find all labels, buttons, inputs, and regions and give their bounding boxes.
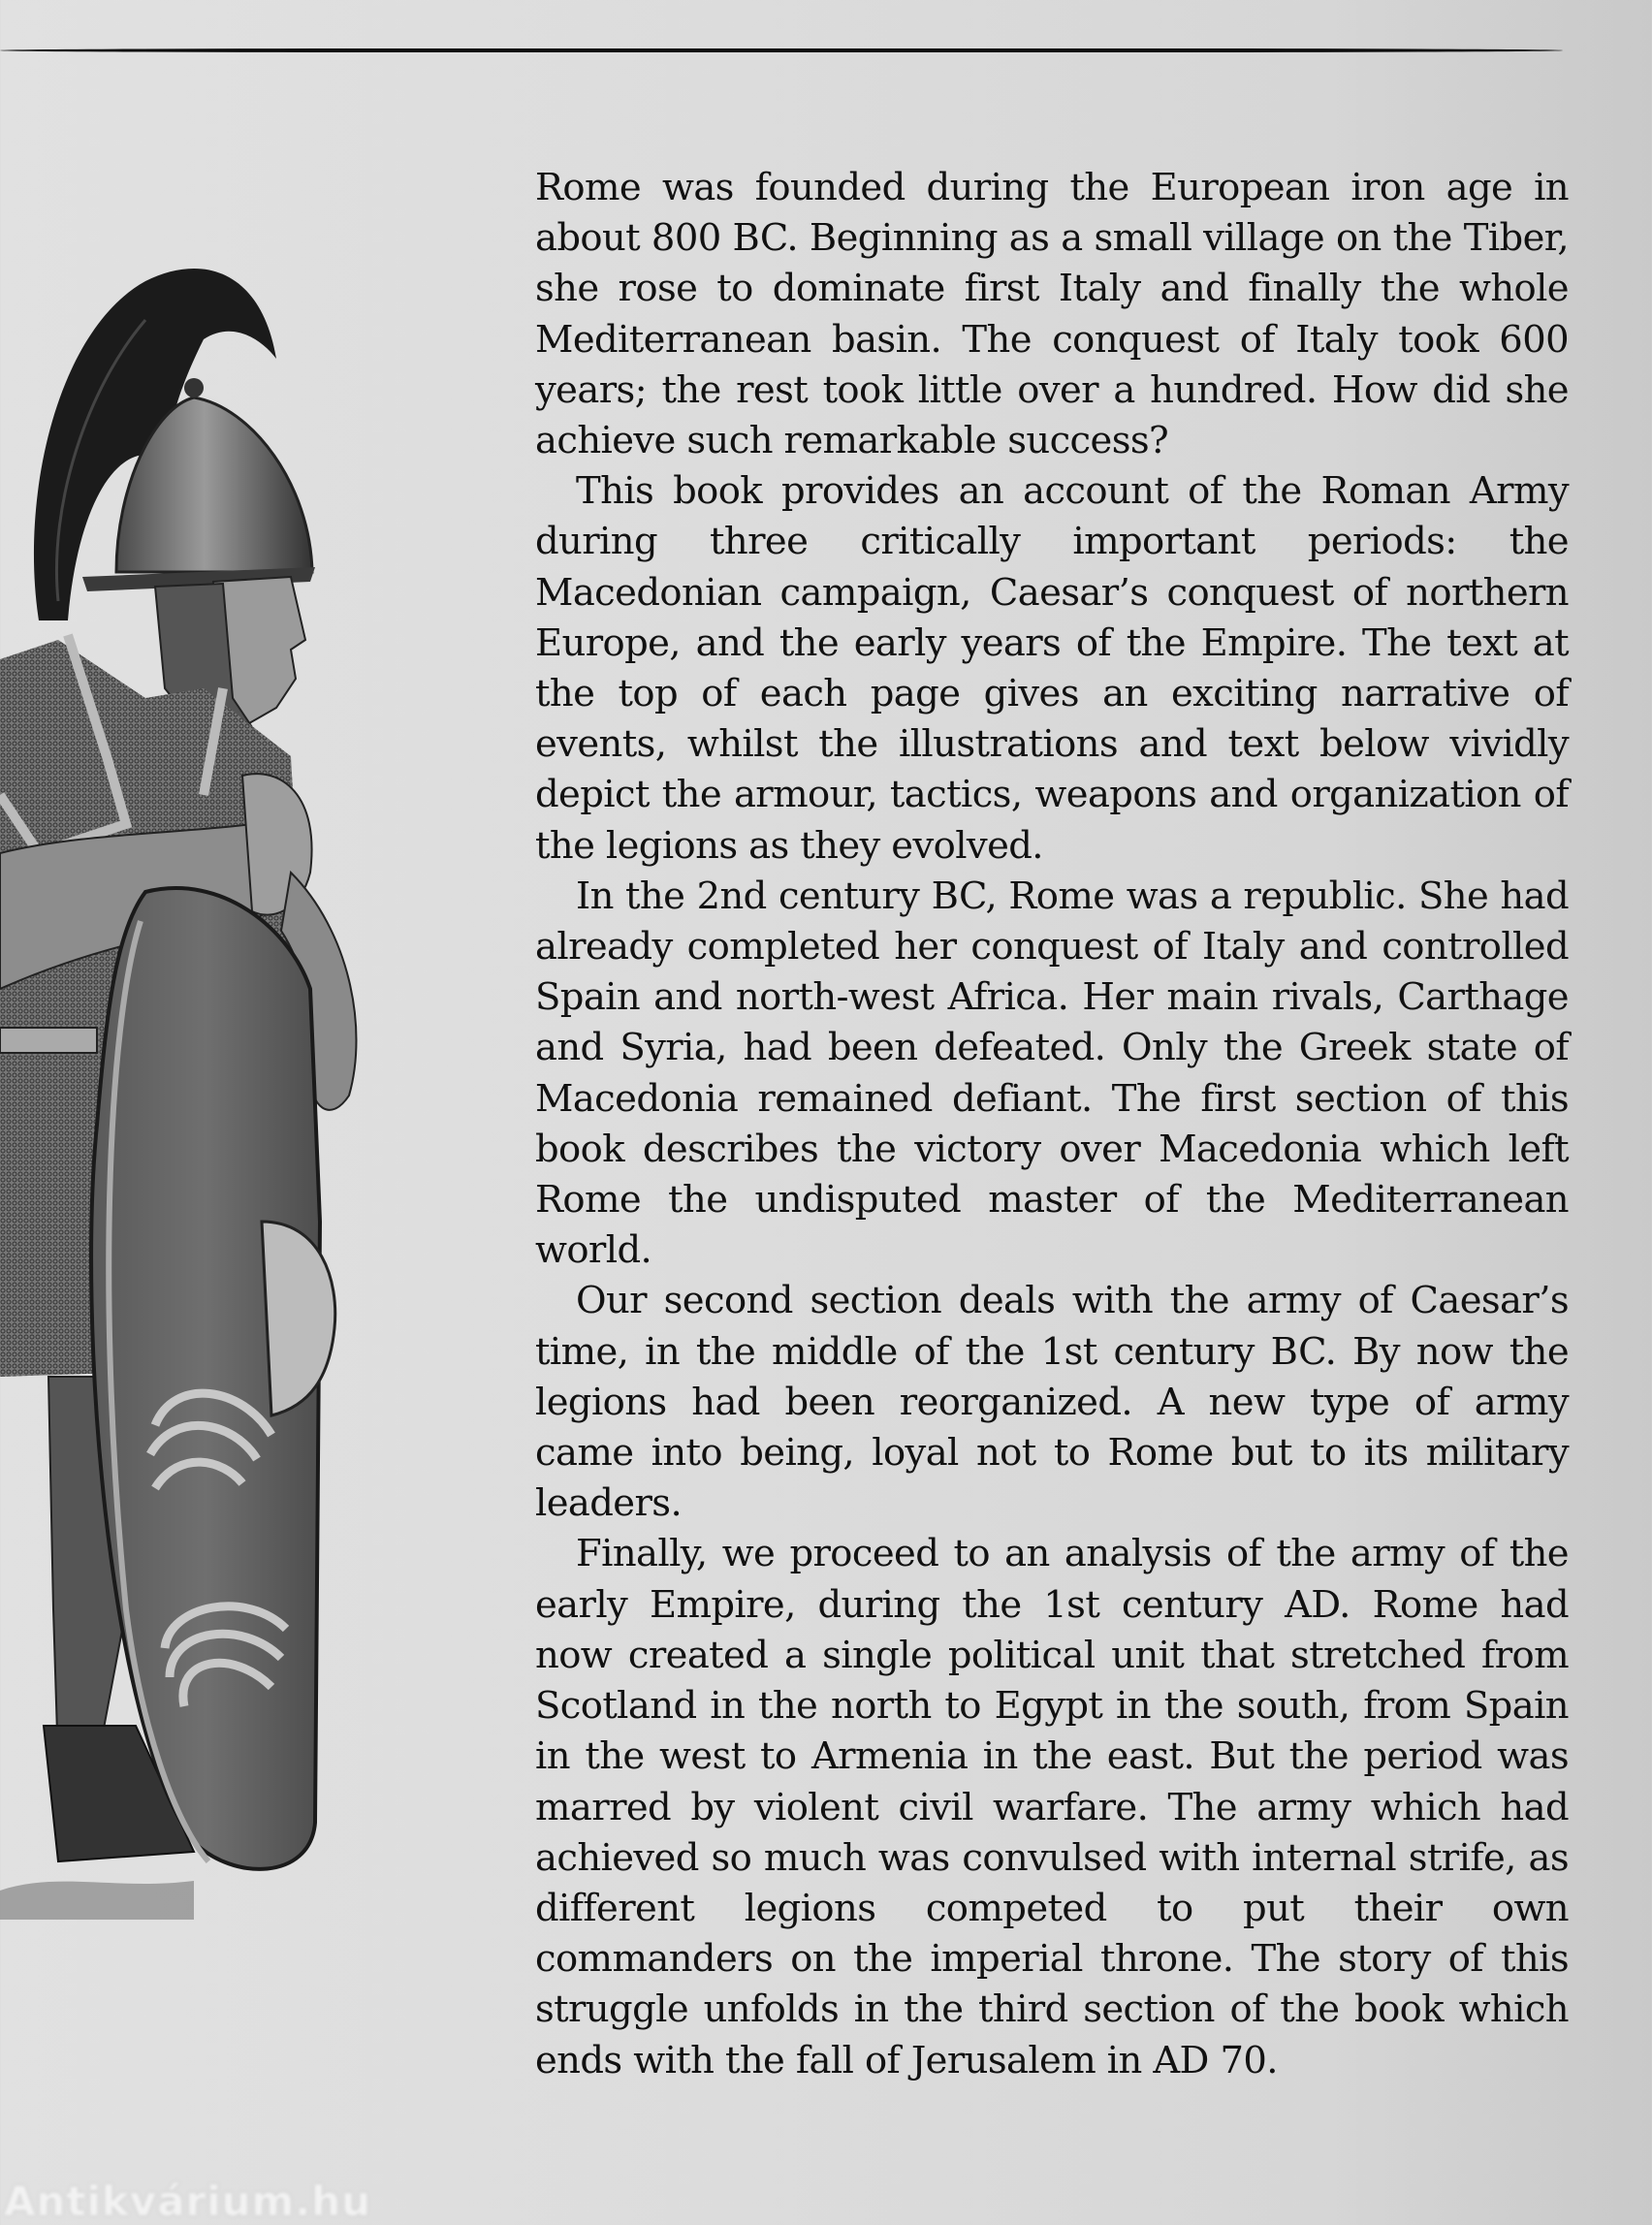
- shield-boss: [262, 1222, 335, 1415]
- grass: [0, 1881, 194, 1920]
- legionary-illustration: [0, 252, 388, 1968]
- paragraph-5: Finally, we proceed to an analysis of the army of the early Empire, during the 1st century AD. Rome had now created a single political unit that stretched from Scotland in the north to Egypt in the south, from Spain in the west to Armenia in the east. But the period was marred by violent civil warfare. The army which had achieved so much was convulsed with internal strife, as different legions competed to put their own commanders on the imperial throne. The story of this struggle unfolds in the third section of the book which ends with the fall of Jerusalem in AD 70.: [535, 1532, 1569, 2082]
- scutum-shield: [91, 888, 335, 1869]
- paragraph-4: Our second section deals with the army of Caesar’s time, in the middle of the 1st century BC. By now the legions had been reorganized. A new type of army came into being, loyal not to Rome but to its military leaders.: [535, 1279, 1569, 1526]
- body-text: [535, 163, 1569, 2086]
- paragraph-2: This book provides an account of the Roman Army during three critically important periods: the Macedonian campaign, Caesar’s conquest of northern Europe, and the early years of the Empire. The text at the top of each page gives an exciting narrative of events, whilst the illustrations and text below vividly depict the armour, tactics, weapons and organization of the legions as they evolved.: [535, 469, 1569, 868]
- belt: [0, 1028, 97, 1053]
- legionary-drawing: [0, 252, 388, 1968]
- top-rule: [0, 48, 1563, 52]
- watermark: Antikvárium.hu: [4, 2177, 372, 2225]
- paragraph-1: Rome was founded during the European iron age in about 800 BC. Beginning as a small village on the Tiber, she rose to dominate first Italy and finally the whole Mediterranean basin. The conquest of Italy took 600 years; the rest took little over a hundred. How did she achieve such remarkable success?: [535, 166, 1569, 463]
- paragraph-3: In the 2nd century BC, Rome was a republic. She had already completed her conquest of Italy and controlled Spain and north-west Africa. Her main rivals, Carthage and Syria, had been defeated. Only the Greek state of Macedonia remained defiant. The first section of this book describes the victory over Macedonia which left Rome the undisputed master of the Mediterranean world.: [535, 874, 1569, 1273]
